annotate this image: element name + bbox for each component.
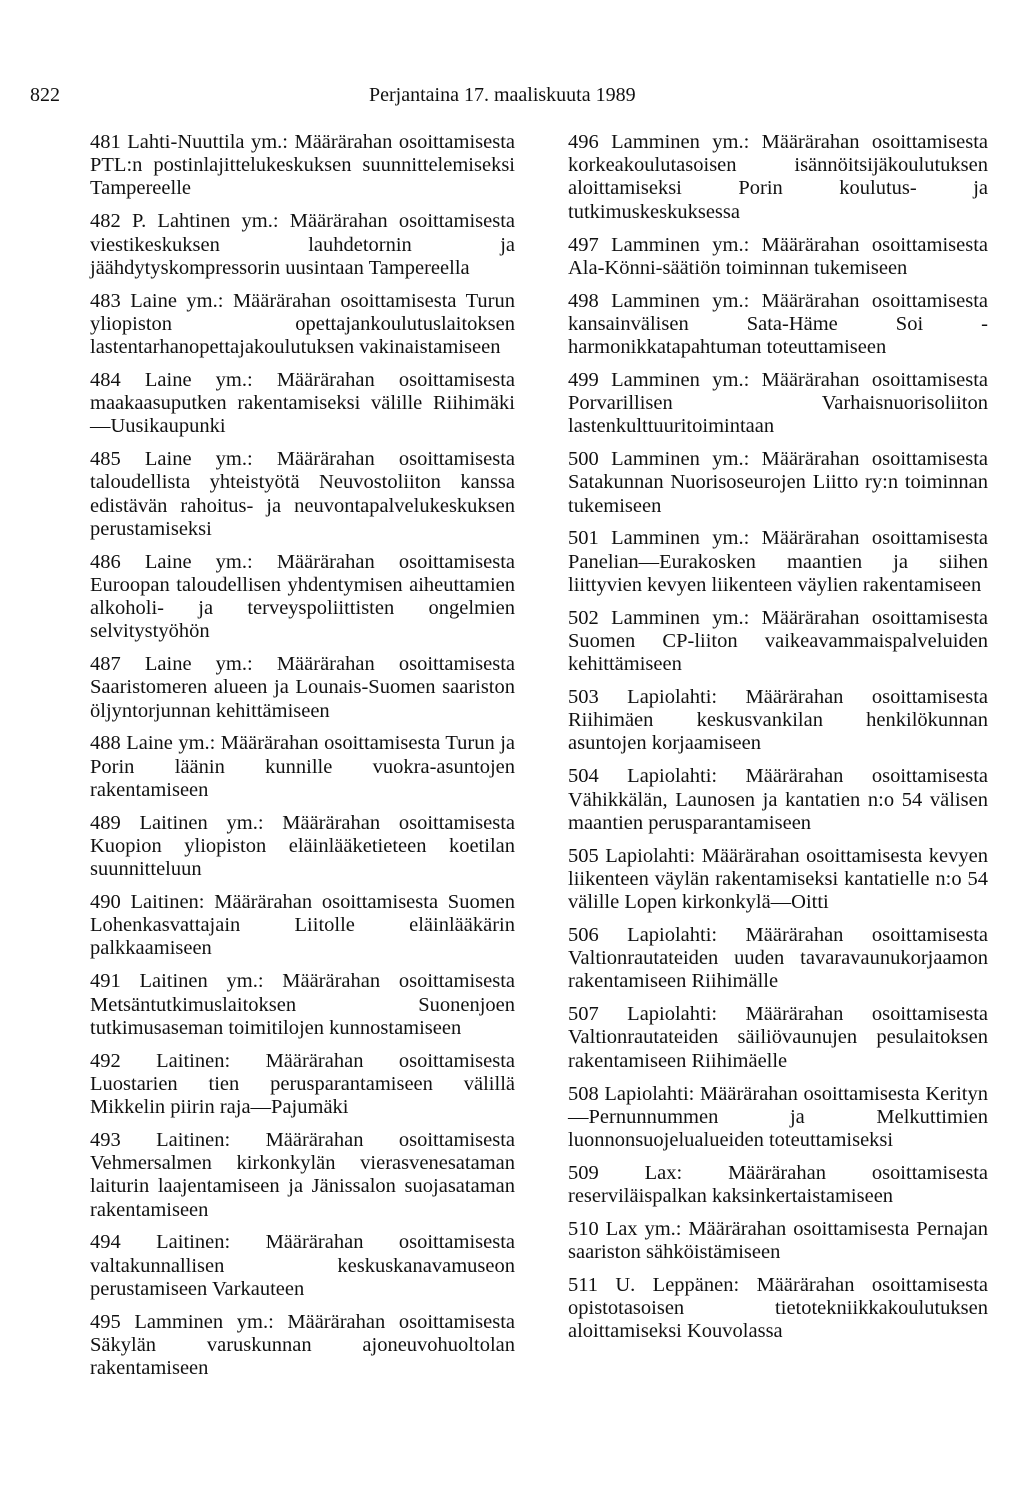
motion-entry-495: 495 Lamminen ym.: Määrärahan osoittamisesta Säkylän varuskunnan ajoneuvohuoltolan rakentamiseen xyxy=(90,1310,515,1380)
motion-entry-492: 492 Laitinen: Määrärahan osoittamisesta Luostarien tien perusparantamiseen välillä Mikkelin piirin raja—Pajumäki xyxy=(90,1049,515,1119)
motion-entry-496: 496 Lamminen ym.: Määrärahan osoittamisesta korkeakoulutasoisen isännöitsijäkoulutuksen aloittamiseksi Porin koulutus- ja tutkimuskeskuksessa xyxy=(568,131,988,223)
motion-entry-497: 497 Lamminen ym.: Määrärahan osoittamisesta Ala-Könni-säätiön toiminnan tukemiseen xyxy=(568,233,988,279)
motion-entry-501: 501 Lamminen ym.: Määrärahan osoittamisesta Panelian—Eurakosken maantien ja siihen liittyvien kevyen liikenteen väylien rakentamiseen xyxy=(568,527,988,596)
motion-entry-484: 484 Laine ym.: Määrärahan osoittamisesta maakaasuputken rakentamiseksi välille Riihimäki—Uusikaupunki xyxy=(90,368,515,438)
motion-entry-487: 487 Laine ym.: Määrärahan osoittamisesta Saaristomeren alueen ja Lounais-Suomen saariston öljyntorjunnan kehittämiseen xyxy=(90,653,515,722)
motion-entry-493: 493 Laitinen: Määrärahan osoittamisesta Vehmersalmen kirkonkylän vierasvenesataman laiturin laajentamiseen ja Jänissalon suojasataman rakentamiseen xyxy=(90,1128,515,1221)
motion-entry-505: 505 Lapiolahti: Määrärahan osoittamisesta kevyen liikenteen väylän rakentamiseksi kantatielle n:o 54 välille Lopen kirkonkylä—Oitti xyxy=(568,844,988,914)
page-number: 822 xyxy=(30,84,60,106)
motion-entry-488: 488 Laine ym.: Määrärahan osoittamisesta Turun ja Porin läänin kunnille vuokra-asuntojen rakentamiseen xyxy=(90,732,515,801)
motion-entry-511: 511 U. Leppänen: Määrärahan osoittamisesta opistotasoisen tietotekniikkakoulutuksen aloittamiseksi Kouvolassa xyxy=(568,1274,988,1343)
motion-entry-482: 482 P. Lahtinen ym.: Määrärahan osoittamisesta viestikeskuksen lauhdetornin ja jäähdytyskompressorin uusintaan Tampereella xyxy=(90,210,515,279)
motion-entry-489: 489 Laitinen ym.: Määrärahan osoittamisesta Kuopion yliopiston eläinlääketieteen koetilan suunnitteluun xyxy=(90,811,515,881)
motion-entry-509: 509 Lax: Määrärahan osoittamisesta reserviläispalkan kaksinkertaistamiseen xyxy=(568,1161,988,1208)
right-column xyxy=(568,131,988,1353)
motion-entry-503: 503 Lapiolahti: Määrärahan osoittamisesta Riihimäen keskusvankilan henkilökunnan asuntojen korjaamiseen xyxy=(568,686,988,755)
page-date-line: Perjantaina 17. maaliskuuta 1989 xyxy=(369,84,636,106)
motion-entry-491: 491 Laitinen ym.: Määrärahan osoittamisesta Metsäntutkimuslaitoksen Suonenjoen tutkimusaseman toimitilojen kunnostamiseen xyxy=(90,970,515,1039)
motion-entry-507: 507 Lapiolahti: Määrärahan osoittamisesta Valtionrautateiden säiliövaunujen pesulaitoksen rakentamiseen Riihimäelle xyxy=(568,1003,988,1072)
motion-entry-494: 494 Laitinen: Määrärahan osoittamisesta valtakunnallisen keskuskanavamuseon perustamiseen Varkauteen xyxy=(90,1231,515,1300)
motion-entry-510: 510 Lax ym.: Määrärahan osoittamisesta Pernajan saariston sähköistämiseen xyxy=(568,1217,988,1264)
motion-entry-481: 481 Lahti-Nuuttila ym.: Määrärahan osoittamisesta PTL:n postinlajittelukeskuksen suunnittelemiseksi Tampereelle xyxy=(90,131,515,200)
motion-entry-500: 500 Lamminen ym.: Määrärahan osoittamisesta Satakunnan Nuorisoseurojen Liitto ry:n toiminnan tukemiseen xyxy=(568,448,988,517)
motion-entry-499: 499 Lamminen ym.: Määrärahan osoittamisesta Porvarillisen Varhaisnuorisoliiton lastenkulttuuritoimintaan xyxy=(568,368,988,438)
motion-entry-508: 508 Lapiolahti: Määrärahan osoittamisesta Kerityn—Pernunnummen ja Melkuttimien luonnonsuojelualueiden toteuttamiseksi xyxy=(568,1082,988,1151)
motion-entry-506: 506 Lapiolahti: Määrärahan osoittamisesta Valtionrautateiden uuden tavaravaunukorjaamon rakentamiseen Riihimälle xyxy=(568,923,988,993)
motion-entry-490: 490 Laitinen: Määrärahan osoittamisesta Suomen Lohenkasvattajain Liitolle eläinlääkärin palkkaamiseen xyxy=(90,891,515,960)
motion-entry-502: 502 Lamminen ym.: Määrärahan osoittamisesta Suomen CP-liiton vaikeavammaispalveluiden kehittämiseen xyxy=(568,606,988,676)
motion-entry-483: 483 Laine ym.: Määrärahan osoittamisesta Turun yliopiston opettajankoulutuslaitoksen lastentarhanopettajakoulutuksen vakinaistamiseen xyxy=(90,289,515,358)
motion-entry-498: 498 Lamminen ym.: Määrärahan osoittamisesta kansainvälisen Sata-Häme Soi -harmonikkatapahtuman toteuttamiseen xyxy=(568,289,988,358)
page-header xyxy=(30,84,670,112)
motion-entry-504: 504 Lapiolahti: Määrärahan osoittamisesta Vähikkälän, Launosen ja kantatien n:o 54 välisen maantien perusparantamiseen xyxy=(568,765,988,834)
motion-entry-485: 485 Laine ym.: Määrärahan osoittamisesta taloudellista yhteistyötä Neuvostoliiton kanssa edistävän rahoitus- ja neuvontapalvelukeskuksen perustamiseksi xyxy=(90,448,515,540)
motion-entry-486: 486 Laine ym.: Määrärahan osoittamisesta Euroopan taloudellisen yhdentymisen aiheuttamien alkoholi- ja terveyspoliittisten ongelmien selvitystyöhön xyxy=(90,550,515,643)
left-column xyxy=(90,131,515,1390)
